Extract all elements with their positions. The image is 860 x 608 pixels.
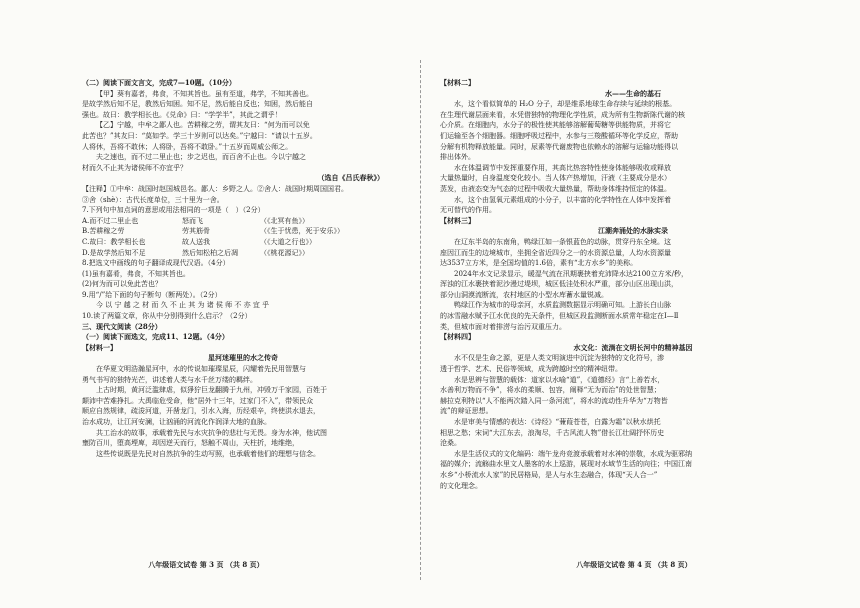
option-a: C.故曰：教学相长也 — [82, 237, 146, 246]
right-lines-line: 排出体外。 — [440, 153, 475, 162]
left-lines2-line: 9.用“/”给下面的句子断句（断两处）。（2分） — [82, 290, 222, 299]
right-page — [428, 0, 840, 608]
left-lines2-line: 【材料一】 — [82, 342, 117, 352]
right-lines-line: 水，这个由氢氧元素组成的小分子，以丰富的化学特性在人体中发挥着 — [454, 195, 671, 204]
option-row — [82, 248, 404, 259]
right-lines-line: 分解有机物释放能量。同时，尿素等代谢废物也依赖水的溶解与运输功能得以 — [440, 142, 678, 151]
left-lines2-line: 在华夏文明浩瀚星河中，水的传说如璀璨星辰，闪耀着先民用智慧与 — [96, 365, 306, 374]
right-lines-line: 们运输至各个细胞器。细胞呼吸过程中，水参与三羧酸循环等化学反应，帮助 — [440, 131, 678, 140]
left-lines2-line: 上古时期，黄河泛滥肆虐，似猙狞巨龙翻腾于九州，冲毁万千家园，百姓于 — [96, 386, 327, 395]
right-lines-line: 水是审美与情感的表达：《诗经》“蒹葭苍苍，白露为霜”以秋水烘托 — [454, 418, 661, 426]
right-lines-line: 水是思辨与智慧的载体：道家以水喻“道”，《道德经》言“上善若水， — [454, 375, 665, 384]
option-c: （《北冥有鱼》） — [260, 216, 309, 225]
right-lines-line: 相思之愁；宋词“大江东去，浪淘尽，千古风流人物”借长江壮阔抒怀历史 — [440, 428, 665, 437]
left-lines2-line: 这些传说既是先民对自然抗争的生动写照，也承载着他们的理想与信念。 — [96, 449, 320, 458]
option-b: 然后知松柏之后凋 — [182, 248, 238, 257]
question-7-options — [82, 216, 404, 258]
option-c: （《大道之行也》） — [260, 237, 316, 246]
right-lines-line: 在生理代谢层面来看，水凭借独特的物理化学性质，成为所有生物新陈代谢的核 — [440, 110, 685, 119]
left-lines-line: 强也。故曰：教学相长也。《兑命》曰：“学学半”，其此之谓乎！ — [82, 110, 282, 119]
left-lines2-line: (2)何为而可以免此苦也？ — [82, 280, 162, 289]
right-lines-line: 水在体温调节中发挥重要作用，其高比热容特性使身体能够吸收或释放 — [454, 163, 671, 172]
right-lines-line: 透于哲学、艺术、民俗等领域，成为跨越时空的精神纽带。 — [440, 365, 622, 374]
left-lines-line: （选自《吕氏春秋》） — [317, 173, 384, 183]
option-b: 怒而飞 — [182, 216, 203, 225]
right-lines-line: 的文化理念。 — [440, 481, 482, 490]
right-lines-line: 在辽东半岛的东南角，鸭绿江如一条银蓝色的动脉，贯穿丹东全境。这 — [454, 237, 671, 246]
left-lines2-line: 治水成功，让江河安澜，让汹涌的河流化作润泽大地的血脉。 — [82, 418, 271, 426]
right-lines-line: 蒸发，由液态变为气态的过程中吸收大量热量，帮助身体维持恒定的体温。 — [440, 184, 671, 193]
right-lines-line: 水不仅是生命之源，更是人类文明演进中沉淀为独特的文化符号，渗 — [454, 354, 664, 363]
right-lines-line: 水善利万物而不争”，将水的柔顺、包容，阐释“无为而治”的处世智慧； — [440, 386, 661, 395]
right-lines-line: 福的媒介；流觞曲水里文人墨客的水上巡游，展现对水域节生活的向往；中国江南 — [440, 460, 692, 469]
option-b: 故人送我 — [182, 237, 210, 246]
left-lines2-line: 10.读了两篇文章，你从中分别得到什么启示？（2分） — [82, 312, 252, 321]
left-lines2-line: 星河迷璀里的水之传奇 — [208, 353, 278, 363]
right-lines-line: 水，这个看似简单的 H₂O 分子，却是维系地球生命存续与延续的根基。 — [454, 100, 677, 109]
left-lines-line: 此苦也？”其友曰：“莫如学。学三十岁则可以达矣。”宁越曰：“请以十五岁。 — [82, 131, 317, 140]
left-text-block — [82, 78, 404, 216]
right-lines-line: 的冰雪融水赋予江水优良的先天条件，但城区段监测断面水质常年稳定在Ⅰ—Ⅱ — [440, 312, 679, 321]
right-lines-line: 无可替代的作用。 — [440, 206, 496, 215]
left-lines2-line: 勇气书写的独特光芒，讲述着人类与水千丝万缕的羁绊。 — [82, 375, 257, 384]
left-lines-line: （二）阅读下面文言文，完成7—10题。（10分） — [82, 78, 236, 87]
left-lines2-line: 顺应自然规律，疏浚河道，开凿龙门，引水入海，历经艰辛，终使洪水退去， — [82, 407, 320, 416]
left-lines2-line: 今 以 宁 越 之 材 而 久 不 止 其 为 诸 侯 师 不 亦 宜 乎 — [96, 301, 270, 310]
right-lines-line: 部分山洞漠流断流，农村地区的小型水库蓄水量锐减。 — [440, 290, 608, 299]
left-lines2-line: 三、现代文阅读（28分） — [82, 321, 162, 331]
left-text-block-2 — [82, 258, 404, 459]
left-page — [0, 0, 412, 608]
right-lines-line: 水乡“小桥流水人家”的民居格局，是人与水生态融合，体现“天人合一” — [440, 470, 658, 479]
left-lines-line: 7.下列句中加点词的意思或用法相同的一项是（ ）（2分） — [82, 206, 265, 215]
right-lines-line: 鸭绿江作为城市的母亲河，水质监测数据显示明确可知。上游长白山脉 — [454, 301, 671, 310]
right-lines-line: 【材料三】 — [440, 215, 475, 225]
option-a: B.苦耕稼之劳 — [82, 227, 125, 236]
page-divider — [420, 60, 421, 580]
option-row — [82, 216, 404, 227]
left-lines-line: ③舍（shè）：古代长度单位，三十里为一舍。 — [82, 195, 224, 204]
right-lines-line: 达3537立方米，是全国均值的1.6倍，素有“北方水乡”的美称。 — [440, 259, 638, 268]
right-lines-line: 类，但城市面对着排涝与治污双重压力。 — [440, 322, 566, 331]
left-lines2-line: 共工治水的故事，承载着先民与水灾抗争的悲壮与无畏。身为水神，他试图 — [96, 428, 327, 437]
left-lines-line: 是故学然后知不足，教然后知困。知不足，然后能自反也；知困，然后能自 — [82, 100, 313, 109]
left-lines2-line: (1)虽有嘉肴，弗食，不知其旨也。 — [82, 269, 190, 278]
option-a: A.而不过二里止也 — [82, 216, 139, 225]
right-lines-line: 沧桑。 — [440, 439, 461, 448]
option-row — [82, 237, 404, 248]
left-lines-line: 人将休，吾将不敢休；人将卧，吾将不敢卧。”十五岁而周威公师之。 — [82, 142, 293, 151]
left-lines2-line: 壅防百川，堕高堙庳，却因逆天而行，怒触不周山，天柱折，地维绝， — [82, 439, 299, 448]
right-lines-line: 水是生活仪式的文化编码：端午龙舟竞渡承载着对水神的崇敬，水成为驱邪纳 — [454, 449, 692, 458]
option-b: 劳其筋骨 — [182, 227, 210, 236]
left-lines-line: 【甲】葵有嘉者，弗食，不知其旨也。虽有至道，弗学，不知其善也。 — [96, 89, 313, 98]
right-lines-line: 水——生命的基石 — [605, 88, 661, 98]
left-lines2-line: 颠沛中苦难挣扎。大禹临危受命，他“居外十三年，过家门不入”，带领民众 — [82, 396, 314, 405]
left-lines2-line: 8.把选文中画线的句子翻译成现代汉语。（4分） — [82, 259, 230, 268]
right-lines-line: 赫拉克利特以“人不能两次踏入同一条河流”，将水的流动性升华为“万物皆 — [440, 396, 668, 405]
option-a: D.是故学然后知不足 — [82, 248, 146, 257]
right-lines-line: 大量热量时，自身温度变化较小。当人体产热增加，汗液（主要成分是水） — [440, 174, 671, 183]
right-lines-line: 2024年水文记录显示，暖湿气流在汛期裹挟着充沛降水达2100立方米/秒， — [454, 269, 688, 278]
option-row — [82, 226, 404, 237]
right-text-block — [440, 78, 826, 491]
right-lines-line: 心介质。在细胞内，水分子的极性使其能够溶解葡萄糖等供能物质，并将它 — [440, 121, 671, 130]
left-page-footer: 八年级语文试卷 第 3 页 （共 8 页） — [148, 560, 264, 569]
right-lines-line: 【材料二】 — [440, 78, 475, 87]
right-lines-line: 【材料四】 — [440, 332, 475, 342]
option-c: （《桃花源记》） — [260, 248, 309, 257]
right-lines-line: 座因江而生的边境城市，坐拥全省近四分之一的水资源总量，人均水资源量 — [440, 248, 671, 257]
right-lines-line: 江潮奔涌处的水脉实录 — [598, 226, 668, 236]
right-lines-line: 水文化：流淌在文明长河中的精神基因 — [573, 342, 693, 352]
left-lines-line: 【乙】宁越，中牟之鄙人也。苦耕稼之劳，谓其友曰：“何为而可以免 — [96, 121, 310, 130]
left-lines-line: 【注释】①中牟：战国时赵国城邑名。鄙人：乡野之人。②舍人：战国时期周国国君。 — [82, 184, 348, 193]
left-lines-line: 材而久不止其为诸侯师不亦宜乎？ — [82, 163, 187, 172]
left-lines2-line: （一）阅读下面选文，完成11、12题。（4分） — [82, 332, 229, 342]
option-c: （《生于忧患，死于安乐》） — [260, 227, 344, 236]
right-lines-line: 浑浊的江水裹挟着泥沙漫过堤坝，城区低洼处积水严重，部分山区出现山洪， — [440, 280, 678, 289]
right-lines-line: 流”的辩证思想。 — [440, 407, 493, 416]
left-lines-line: 夫之速也，而不过二里止也；步之迟也，而百舍不止也。今以宁越之 — [96, 153, 306, 162]
right-page-footer: 八年级语文试卷 第 4 页 （共 8 页） — [576, 560, 692, 569]
